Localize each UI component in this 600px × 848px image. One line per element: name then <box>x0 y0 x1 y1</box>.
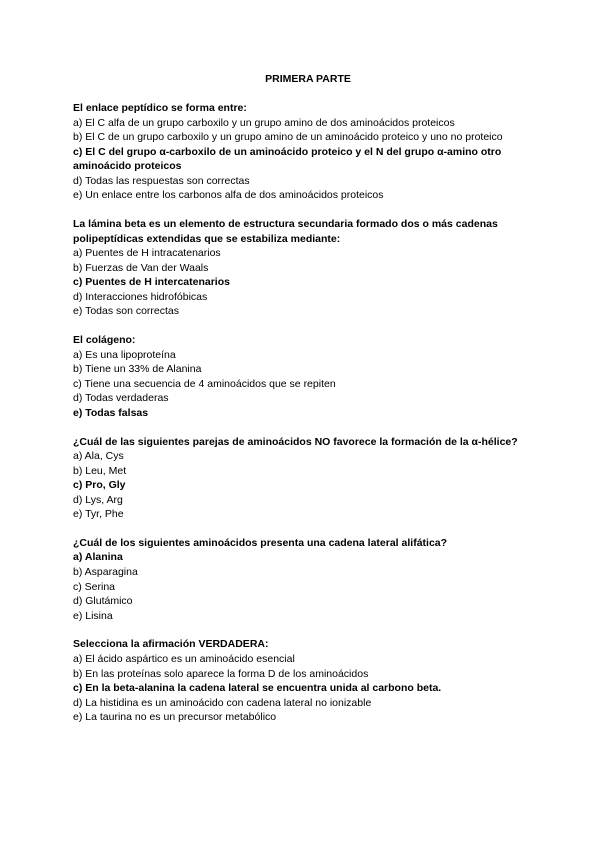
question-block <box>73 101 543 203</box>
answer-option: d) Glutámico <box>73 595 133 608</box>
question-stem: ¿Cuál de los siguientes aminoácidos presenta una cadena lateral alifática? <box>73 536 448 549</box>
answer-option-correct: e) Todas falsas <box>73 406 149 419</box>
answer-option: a) Puentes de H intracatenarios <box>73 247 221 260</box>
answer-option-correct: c) En la beta-alanina la cadena lateral se encuentra unida al carbono beta. <box>73 682 442 695</box>
answer-option: b) Asparagina <box>73 566 138 579</box>
answer-option: b) En las proteínas solo aparece la forma D de los aminoácidos <box>73 667 369 680</box>
answer-option: e) Tyr, Phe <box>73 508 124 521</box>
answer-option: e) La taurina no es un precursor metabólico <box>73 711 277 724</box>
answer-option: b) Leu, Met <box>73 464 127 477</box>
question-stem: ¿Cuál de las siguientes parejas de aminoácidos NO favorece la formación de la α-hélice? <box>73 435 518 448</box>
answer-option: d) La histidina es un aminoácido con cadena lateral no ionizable <box>73 696 372 709</box>
answer-option: a) Ala, Cys <box>73 450 124 462</box>
answer-option: b) Fuerzas de Van der Waals <box>73 261 209 274</box>
answer-option: e) Un enlace entre los carbonos alfa de dos aminoácidos proteicos <box>73 189 384 202</box>
question-block <box>73 333 543 420</box>
answer-option: b) El C de un grupo carboxilo y un grupo amino de un aminoácido proteico y uno no proteico <box>73 131 503 144</box>
answer-option-correct: c) El C del grupo α-carboxilo de un aminoácido proteico y el N del grupo α-amino otro aminoácido proteicos <box>73 145 502 173</box>
answer-option: d) Lys, Arg <box>73 493 123 506</box>
answer-option: b) Tiene un 33% de Alanina <box>73 363 202 376</box>
question-block <box>73 536 543 623</box>
answer-option: c) Serina <box>73 580 116 593</box>
question-stem: El colágeno: <box>73 334 136 347</box>
answer-option: e) Todas son correctas <box>73 305 180 318</box>
page-title: PRIMERA PARTE <box>265 73 351 85</box>
question-block <box>73 435 543 522</box>
answer-option-correct: a) Alanina <box>73 551 123 564</box>
answer-option: a) El ácido aspártico es un aminoácido esencial <box>73 652 295 665</box>
answer-option: d) Todas las respuestas son correctas <box>73 174 250 187</box>
answer-option: d) Interacciones hidrofóbicas <box>73 290 208 303</box>
question-list <box>73 101 543 725</box>
question-stem: Selecciona la afirmación VERDADERA: <box>73 638 269 651</box>
question-stem: La lámina beta es un elemento de estructura secundaria formado dos o más cadenas polipeptídicas extendidas que se estabiliza mediante: <box>73 218 498 245</box>
question-block <box>73 217 543 319</box>
question-block <box>73 637 543 724</box>
answer-option: a) El C alfa de un grupo carboxilo y un grupo amino de dos aminoácidos proteicos <box>73 116 455 129</box>
document-page <box>73 72 543 739</box>
answer-option: c) Tiene una secuencia de 4 aminoácidos que se repiten <box>73 377 336 390</box>
answer-option: a) Es una lipoproteína <box>73 348 176 361</box>
answer-option: e) Lisina <box>73 609 113 622</box>
question-stem: El enlace peptídico se forma entre: <box>73 102 247 114</box>
answer-option-correct: c) Pro, Gly <box>73 479 126 492</box>
answer-option: d) Todas verdaderas <box>73 392 169 405</box>
answer-option-correct: c) Puentes de H intercatenarios <box>73 276 230 289</box>
